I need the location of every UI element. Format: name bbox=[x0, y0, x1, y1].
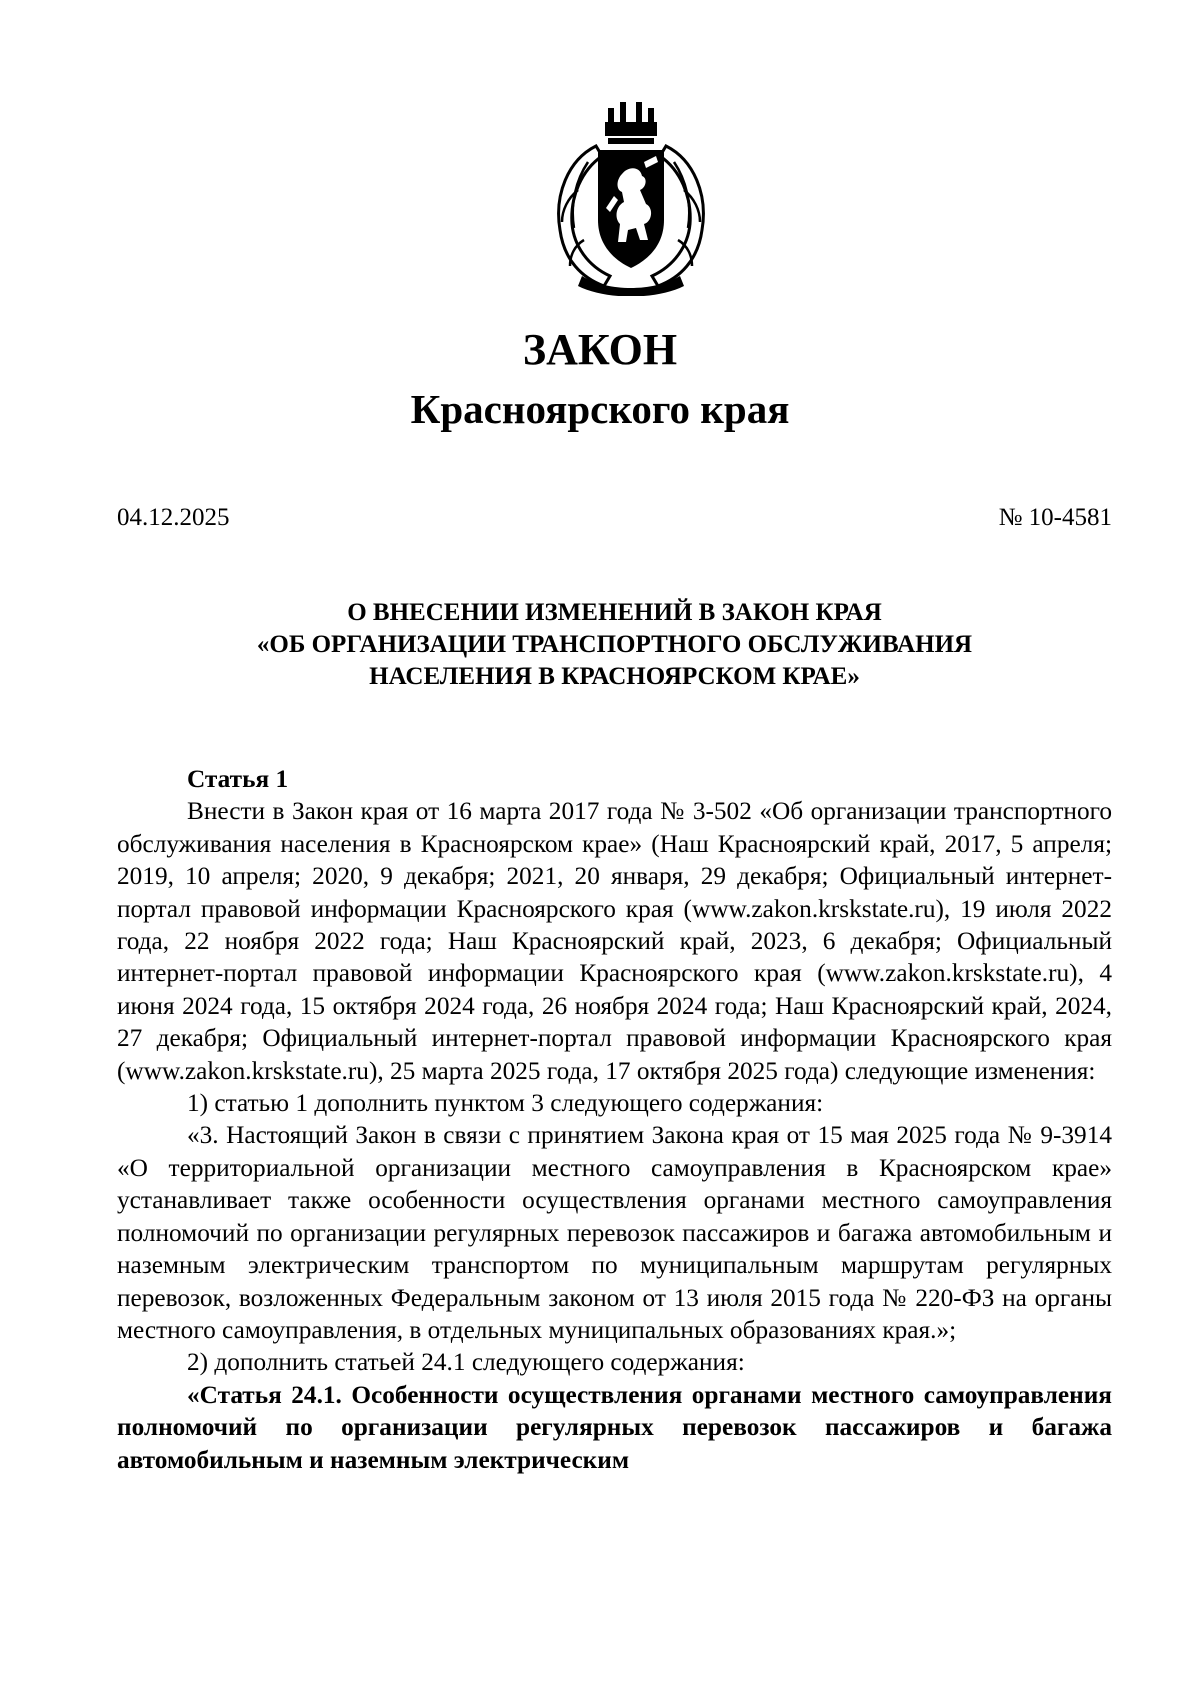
document-subtitle: Красноярского края bbox=[410, 386, 790, 432]
law-heading-line: НАСЕЛЕНИЯ В КРАСНОЯРСКОМ КРАЕ» bbox=[369, 663, 860, 690]
document-date: 04.12.2025 bbox=[117, 504, 230, 531]
document-body bbox=[117, 763, 1112, 1476]
item-1-text-paragraph: «3. Настоящий Закон в связи с принятием Закона края от 15 мая 2025 года № 9-3914 «О территориальной организации местного самоуправления в Красноярском крае» устанавливает также особенности осуществления органами местного самоуправления полномочий по организации регулярных перевозок пассажиров и багажа автомобильным и наземным электрическим транспортом по муниципальным маршрутам регулярных перевозок, возложенных Федеральным законом от 13 июля 2015 года № 220-ФЗ на органы местного самоуправления, в отдельных муниципальных образованиях края.»; bbox=[117, 1121, 1112, 1344]
coat-of-arms-icon bbox=[548, 100, 714, 296]
document-number: № 10-4581 bbox=[998, 504, 1112, 531]
item-2-paragraph: 2) дополнить статьей 24.1 следующего содержания: bbox=[187, 1348, 745, 1377]
law-heading-line: «ОБ ОРГАНИЗАЦИИ ТРАНСПОРТНОГО ОБСЛУЖИВАНИЯ bbox=[256, 631, 973, 658]
article-heading: Статья 1 bbox=[187, 765, 289, 793]
law-heading-line: О ВНЕСЕНИИ ИЗМЕНЕНИЙ В ЗАКОН КРАЯ bbox=[347, 599, 882, 626]
article-24-1-heading: «Статья 24.1. Особенности осуществления органами местного самоуправления полномочий по организации регулярных перевозок пассажиров и багажа автомобильным и наземным электрическим bbox=[117, 1380, 1112, 1474]
article-intro-paragraph: Внести в Закон края от 16 марта 2017 года № 3-502 «Об организации транспортного обслуживания населения в Красноярском крае» (Наш Красноярский край, 2017, 5 апреля; 2019, 10 апреля; 2020, 9 декабря; 2021, 20 января, 29 декабря; Официальный интернет-портал правовой информации Красноярского края (www.zakon.krskstate.ru), 19 июля 2022 года, 22 ноября 2022 года; Наш Красноярский край, 2023, 6 декабря; Официальный интернет-портал правовой информации Красноярского края (www.zakon.krskstate.ru), 4 июня 2024 года, 15 октября 2024 года, 26 ноября 2024 года; Наш Красноярский край, 2024, 27 декабря; Официальный интернет-портал правовой информации Красноярского края (www.zakon.krskstate.ru), 25 марта 2025 года, 17 октября 2025 года) следующие изменения: bbox=[117, 797, 1112, 1085]
document-title: ЗАКОН bbox=[522, 325, 678, 374]
item-1-paragraph: 1) статью 1 дополнить пунктом 3 следующего содержания: bbox=[187, 1089, 824, 1118]
law-heading bbox=[117, 597, 1112, 693]
